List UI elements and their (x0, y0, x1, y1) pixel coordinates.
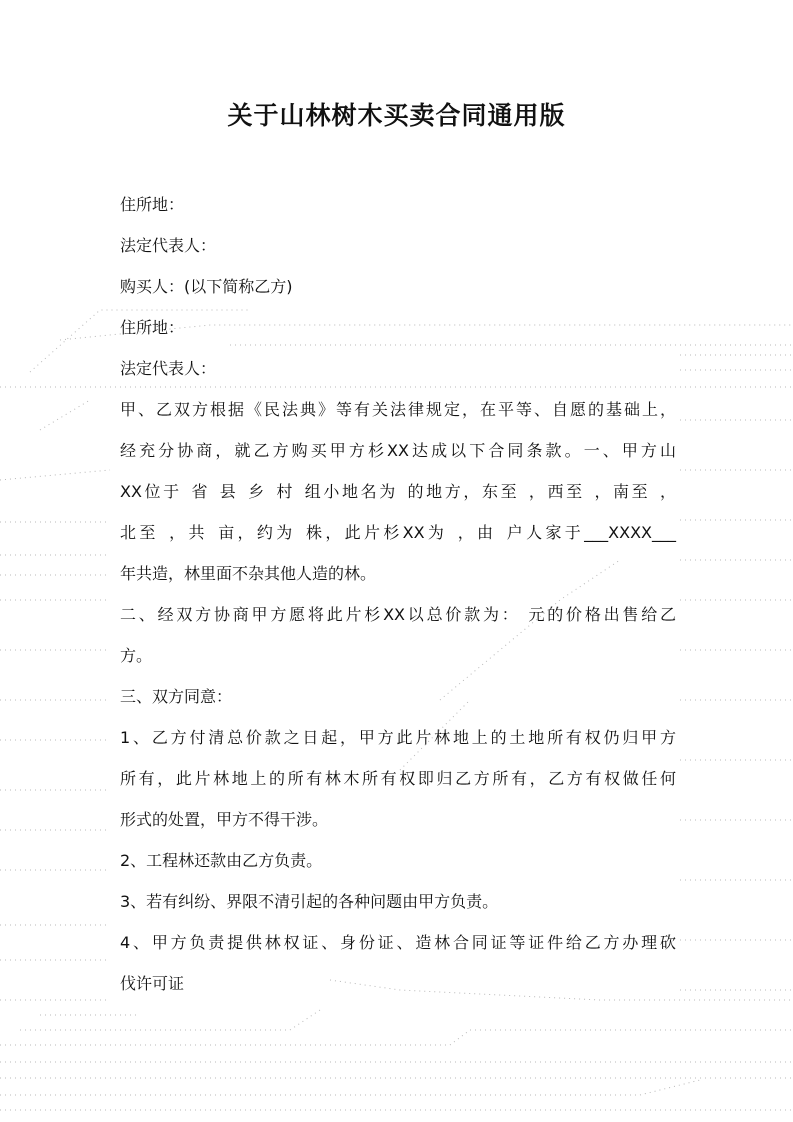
seller-address-line: 住所地： (120, 195, 185, 214)
item-2-line: 2、工程林还款由乙方负责。 (120, 851, 323, 870)
item-4-line-1: 4、甲方负责提供林权证、身份证、造林合同证等证件给乙方办理砍 (120, 933, 676, 952)
item-1-line-2: 所有，此片林地上的所有林木所有权即归乙方所有，乙方有权做任何 (120, 769, 676, 788)
item-1-line-3: 形式的处置，甲方不得干涉。 (120, 810, 329, 829)
item-4-line-2: 伐许可证 (120, 974, 185, 993)
document-title: 关于山林树木买卖合同通用版 (227, 101, 566, 130)
item-3-line: 3、若有纠纷、界限不清引起的各种问题由甲方负责。 (120, 892, 499, 911)
clause-2-line-1: 二、经双方协商甲方愿将此片杉XX以总价款为： 元的价格出售给乙 (120, 605, 676, 624)
item-1-line-1: 1、乙方付清总价款之日起，甲方此片林地上的土地所有权仍归甲方 (120, 728, 676, 747)
clause-3-heading: 三、双方同意： (120, 687, 233, 706)
preamble-line-1: 甲、乙双方根据《民法典》等有关法律规定，在平等、自愿的基础上， (120, 400, 676, 419)
preamble-line-2: 经充分协商，就乙方购买甲方杉XX达成以下合同条款。一、甲方山 (120, 441, 676, 460)
clause-2-line-2: 方。 (120, 646, 153, 665)
seller-legal-rep-line: 法定代表人： (120, 236, 217, 255)
buyer-legal-rep-line: 法定代表人： (120, 359, 217, 378)
clause-1-location-line: XX位于 省 县 乡 村 组小地名为 的地方，东至 ，西至 ，南至 ， (120, 482, 676, 501)
clause-1-end-line: 年共造，林里面不杂其他人造的林。 (120, 564, 377, 583)
buyer-line: 购买人：(以下简称乙方) (120, 277, 293, 296)
buyer-address-line: 住所地： (120, 318, 185, 337)
contract-body (120, 184, 676, 1004)
clause-1-boundary-line: 北至 ，共 亩，约为 株，此片杉XX为 ，由 户人家于___XXXX___ (120, 523, 676, 542)
